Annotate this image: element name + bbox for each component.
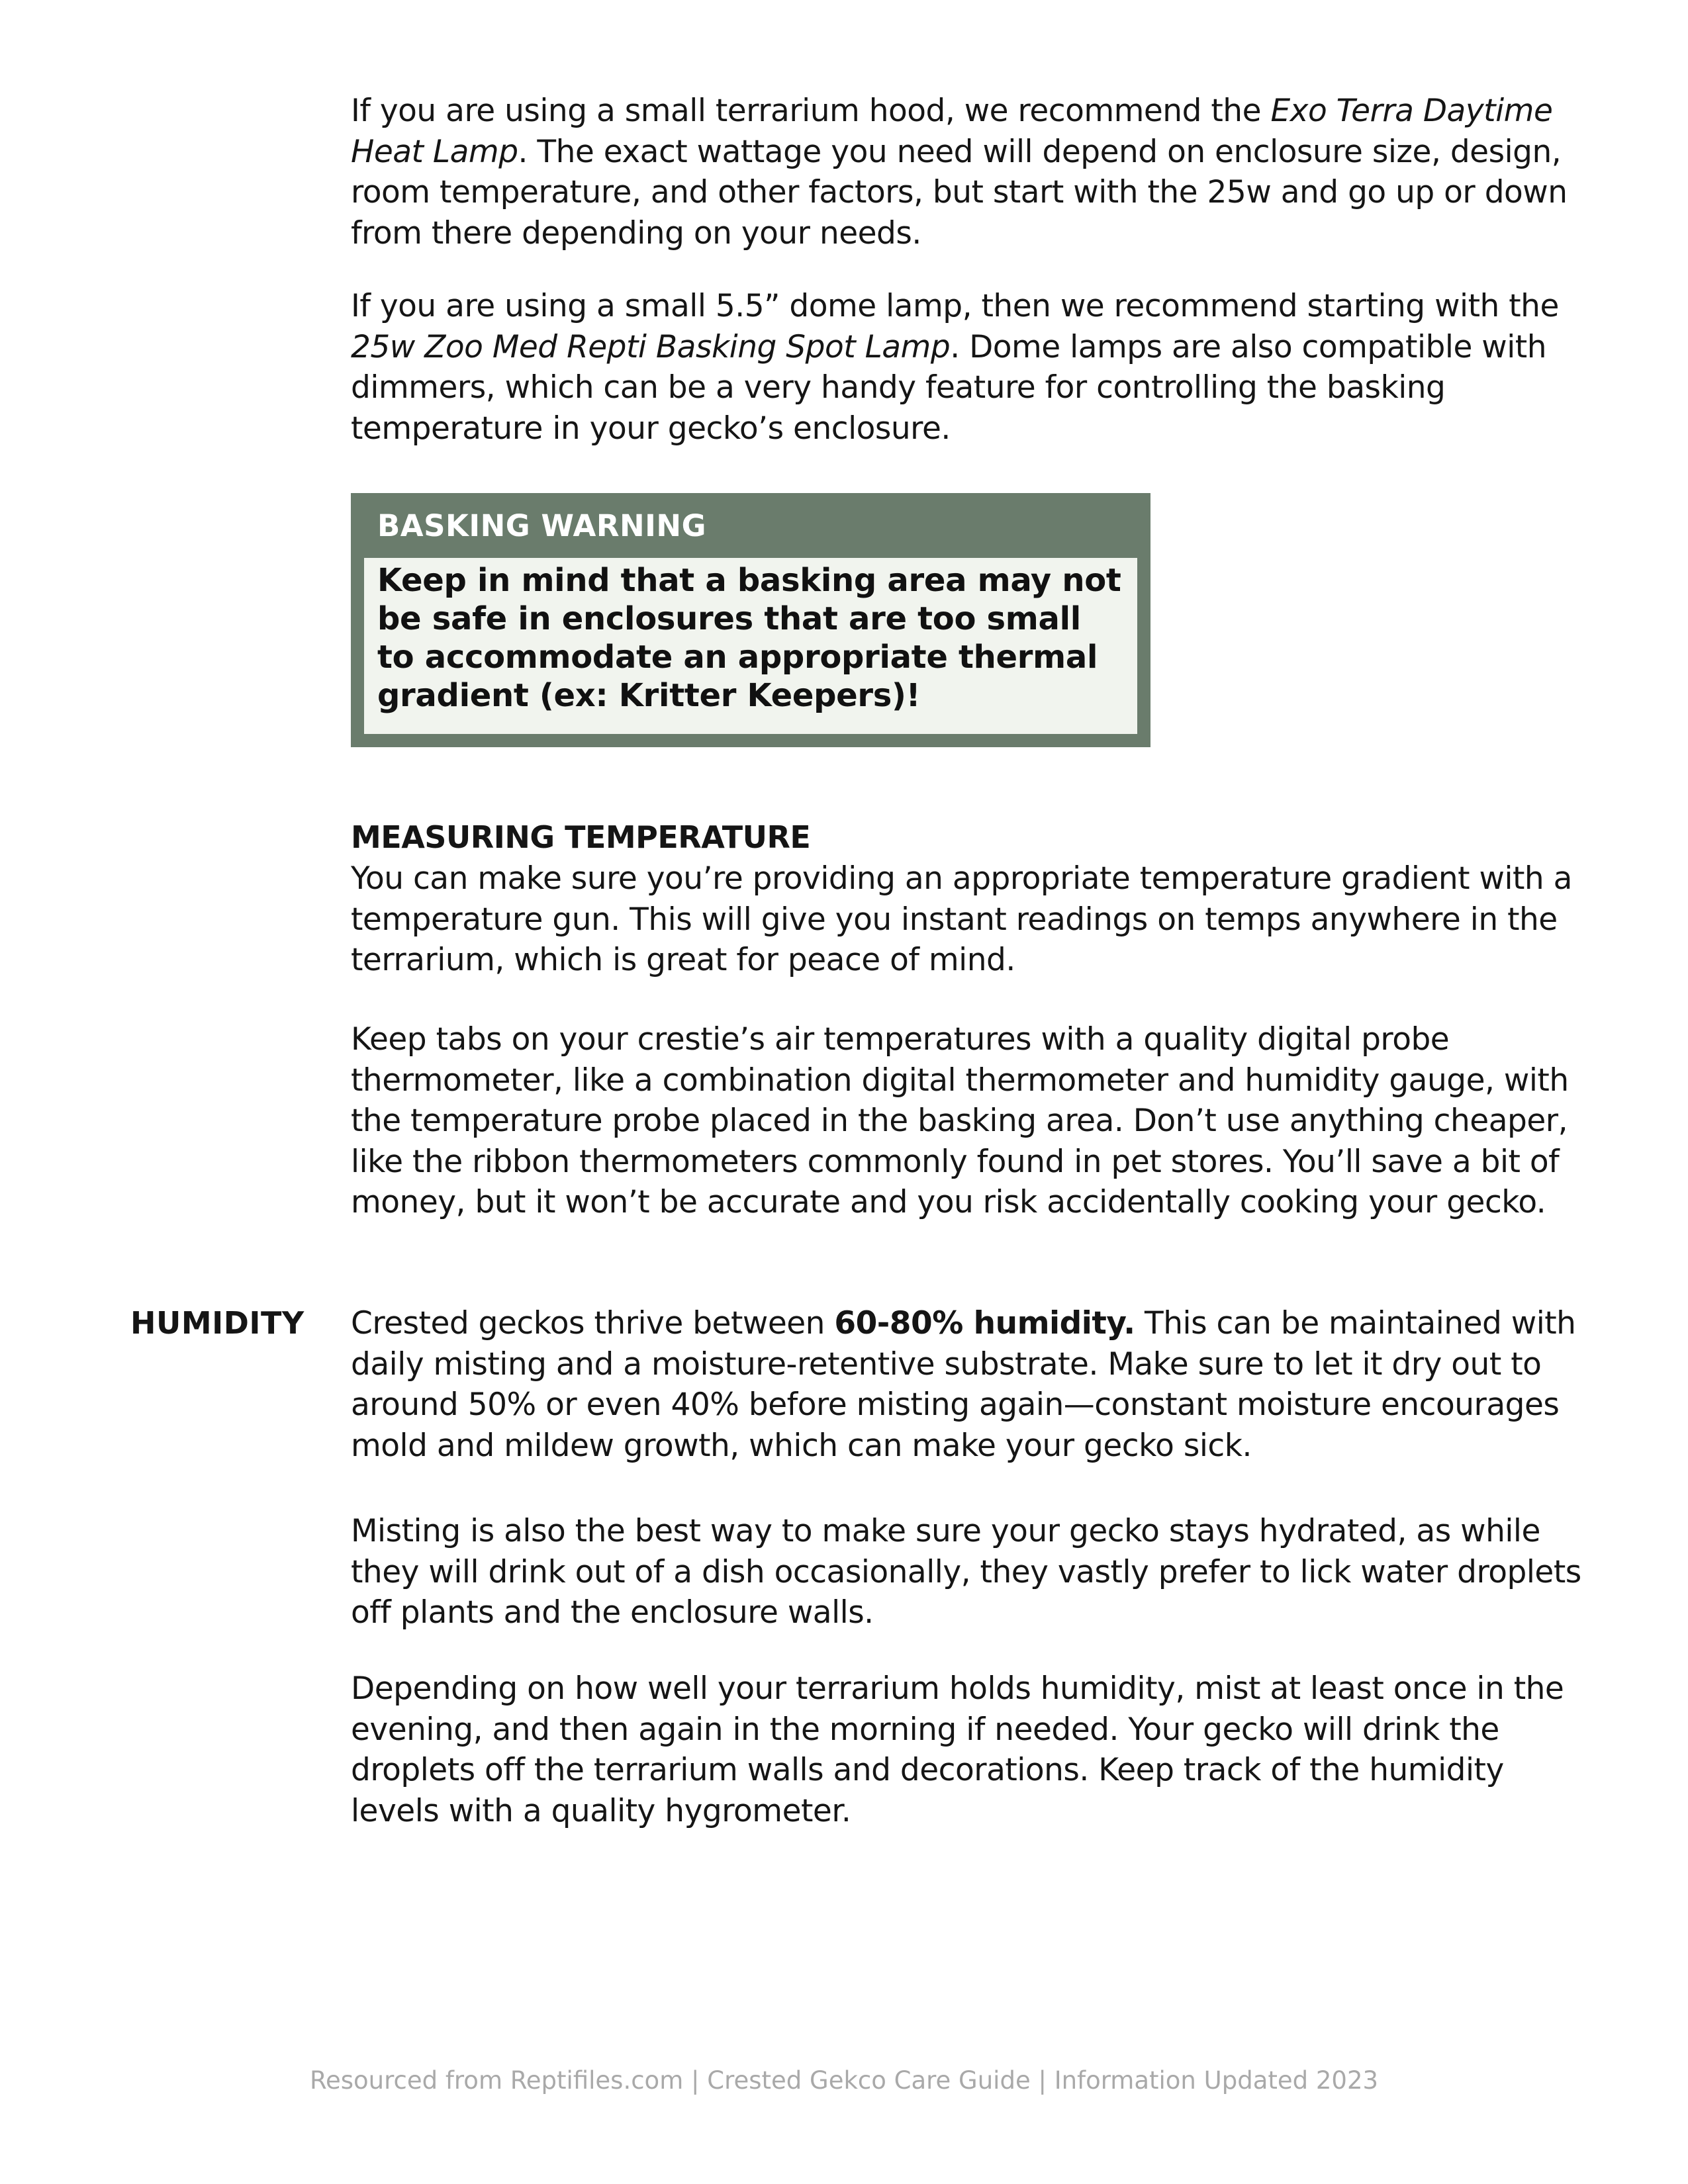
intro-p2-text-a: If you are using a small 5.5” dome lamp, then we recommend starting with the xyxy=(351,288,1559,324)
warning-title: BASKING WARNING xyxy=(377,508,707,543)
measuring-paragraph-probe: Keep tabs on your crestie’s air temperatures with a quality digital probe thermometer, like a combination digital thermometer and humidity gauge, with the temperature probe placed in the basking area. Don’t use anything cheaper, like the ribbon thermometers commonly found in pet stores. You’ll save a bit of money, but it won’t be accurate and you risk accidentally cooking your gecko. xyxy=(351,1021,1569,1220)
humidity-paragraph-range xyxy=(351,1303,1589,1466)
intro-paragraph-dome xyxy=(351,286,1589,449)
humidity-section-label: HUMIDITY xyxy=(130,1305,305,1341)
humidity-paragraph-schedule: Depending on how well your terrarium holds humidity, mist at least once in the evening, and then again in the morning if needed. Your gecko will drink the droplets off the terrarium walls and decorations. Keep track of the humidity levels with a quality hygrometer. xyxy=(351,1670,1564,1829)
humidity-p1-text-b: This can be maintained with daily misting and a moisture-retentive substrate. Make sure to let it dry out to around 50% or even 40% before misting again—constant moisture encourages mold and mildew growth, which can make your gecko sick. xyxy=(351,1305,1576,1464)
intro-p1-text-a: If you are using a small terrarium hood, we recommend the xyxy=(351,93,1271,129)
basking-warning-box xyxy=(351,493,1150,747)
warning-body xyxy=(364,558,1137,734)
intro-p1-text-b: . The exact wattage you need will depend on enclosure size, design, room temperature, and other factors, but start with the 25w and go up or down from there depending on your needs. xyxy=(351,133,1568,251)
measuring-temperature-heading: MEASURING TEMPERATURE xyxy=(351,819,811,855)
humidity-paragraph-misting: Misting is also the best way to make sure your gecko stays hydrated, as while they will drink out of a dish occasionally, they vastly prefer to lick water droplets off plants and the enclosure walls. xyxy=(351,1513,1581,1631)
exo-terra-lamp-name: Exo Terra Daytime Heat Lamp xyxy=(351,93,1553,170)
humidity-range-highlight: 60-80% humidity. xyxy=(834,1305,1135,1342)
measuring-paragraph-gun: You can make sure you’re providing an appropriate temperature gradient with a temperature gun. This will give you instant readings on temps anywhere in the terrarium, which is great for peace of mind. xyxy=(351,860,1572,978)
humidity-p1-text-a: Crested geckos thrive between xyxy=(351,1305,835,1342)
warning-text: Keep in mind that a basking area may not be safe in enclosures that are too small to accommodate an appropriate thermal gradient (ex: Kritter Keepers)! xyxy=(377,562,1121,714)
intro-p2-text-b: . Dome lamps are also compatible with dimmers, which can be a very handy feature for controlling the basking temperature in your gecko’s enclosure. xyxy=(351,328,1547,447)
zoo-med-lamp-name: 25w Zoo Med Repti Basking Spot Lamp xyxy=(351,328,951,365)
page-footer: Resourced from Reptifiles.com | Crested Gekco Care Guide | Information Updated 2023 xyxy=(309,2066,1379,2095)
intro-paragraph-hood xyxy=(351,91,1589,253)
